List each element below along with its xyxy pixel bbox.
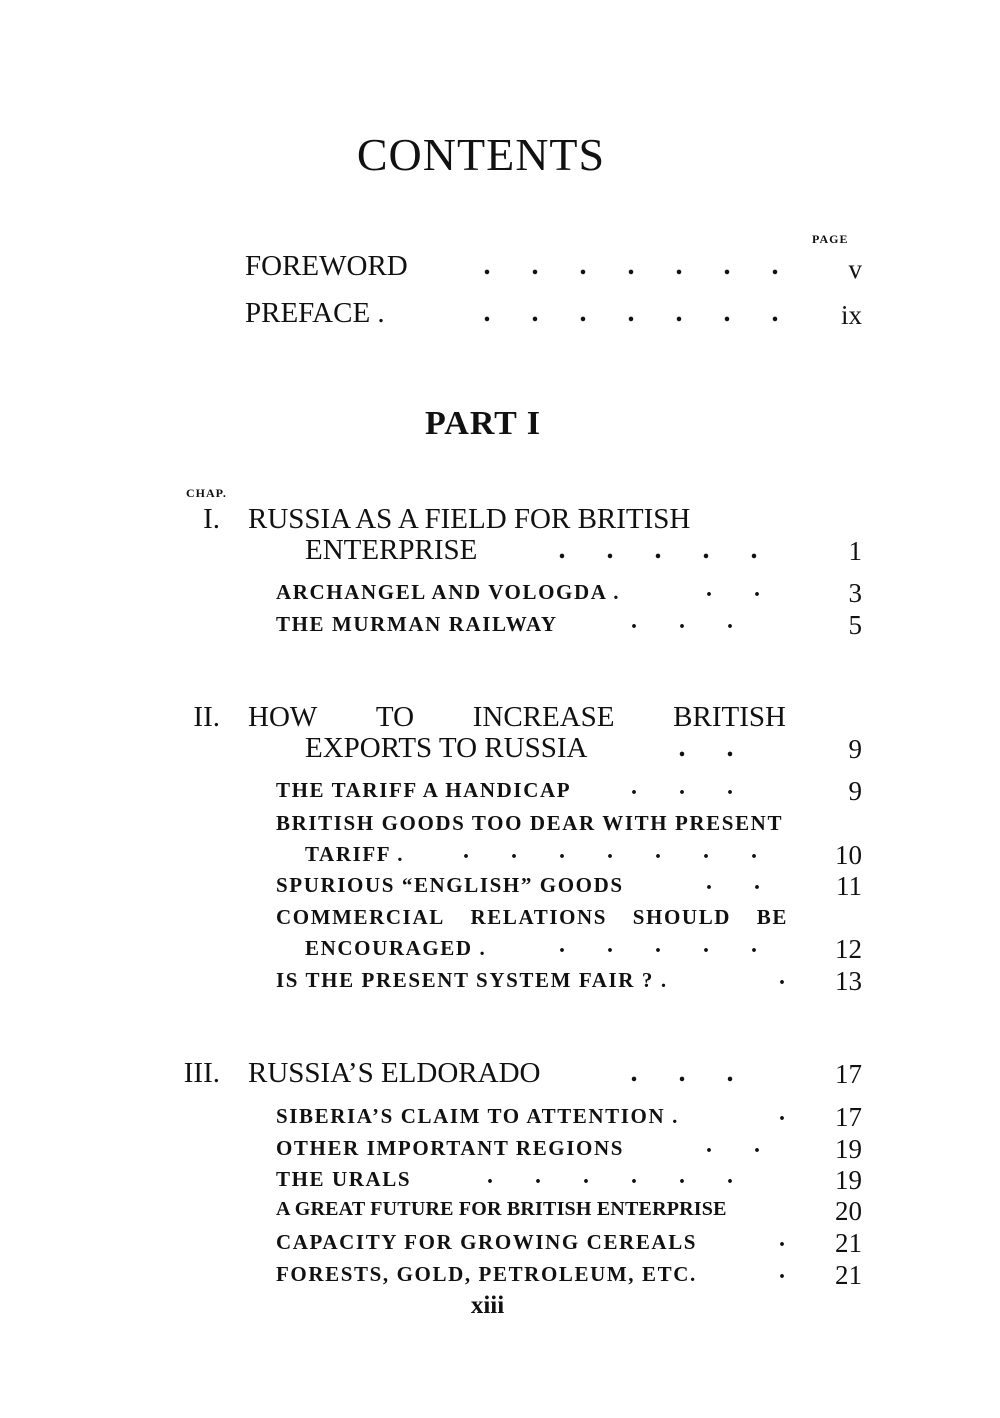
page-title: CONTENTS: [356, 129, 606, 180]
chapter-title: [248, 701, 786, 734]
section-page: 13: [835, 966, 862, 996]
dot-leader: . . .: [631, 608, 733, 634]
dot-leader: . .: [706, 576, 760, 602]
foreword-page: v: [848, 254, 862, 284]
dot-leader: . . . . . . .: [483, 250, 779, 281]
foreword-label: FOREWORD: [245, 250, 408, 282]
section-label: [276, 905, 788, 930]
dot-leader: .: [779, 964, 785, 990]
section-page: 5: [848, 610, 862, 640]
section-label: CAPACITY FOR GROWING CEREALS: [276, 1230, 698, 1254]
dot-leader: . . . . .: [558, 534, 758, 565]
chapter-title-word: HOW: [248, 701, 318, 733]
dot-leader: . . . . .: [559, 932, 757, 958]
chapter-number: I.: [203, 503, 220, 535]
section-page: 21: [835, 1260, 862, 1290]
dot-leader: . . . . . . .: [463, 838, 757, 864]
page-column-header: PAGE: [812, 232, 849, 246]
section-page: 19: [835, 1134, 862, 1164]
section-label: BRITISH GOODS TOO DEAR WITH PRESENT: [276, 811, 784, 835]
chapter-title: RUSSIA AS A FIELD FOR BRITISH: [248, 503, 691, 535]
section-page: 9: [848, 776, 862, 806]
chapter-title-word: BRITISH: [673, 701, 786, 733]
section-page: 10: [835, 840, 862, 870]
dot-leader: . .: [706, 1132, 760, 1158]
dot-leader: . . . . . .: [487, 1163, 733, 1189]
page-folio: xiii: [470, 1292, 505, 1319]
section-label: THE MURMAN RAILWAY: [276, 612, 558, 636]
section-label: ARCHANGEL AND VOLOGDA .: [276, 580, 621, 604]
section-label-word: COMMERCIAL: [276, 905, 445, 929]
preface-page: ix: [840, 300, 862, 330]
section-label: SPURIOUS “ENGLISH” GOODS: [276, 873, 624, 897]
dot-leader: .: [779, 1258, 785, 1284]
chapter-title-continued: EXPORTS TO RUSSIA: [305, 732, 588, 764]
chapter-number: III.: [183, 1057, 220, 1089]
dot-leader: . .: [678, 732, 734, 763]
section-label: OTHER IMPORTANT REGIONS: [276, 1136, 624, 1160]
section-page: 11: [836, 871, 862, 901]
dot-leader: .: [779, 1226, 785, 1252]
preface-label: PREFACE .: [245, 297, 385, 329]
part-title: PART I: [425, 405, 541, 442]
chapter-title: RUSSIA’S ELDORADO: [248, 1057, 541, 1089]
section-label: THE URALS: [276, 1167, 412, 1191]
section-page: 12: [835, 934, 862, 964]
dot-leader: . .: [706, 869, 760, 895]
section-label-word: RELATIONS: [470, 905, 608, 929]
dot-leader: . . .: [631, 774, 733, 800]
chapter-page: 17: [835, 1059, 862, 1089]
chap-column-header: CHAP.: [186, 486, 227, 500]
section-page: 20: [835, 1196, 862, 1226]
section-label-continued: ENCOURAGED .: [305, 936, 487, 960]
section-label: FORESTS, GOLD, PETROLEUM, ETC.: [276, 1262, 697, 1286]
dot-leader: .: [779, 1100, 785, 1126]
section-label: A GREAT FUTURE FOR BRITISH ENTERPRISE: [276, 1198, 727, 1220]
section-label: SIBERIA’S CLAIM TO ATTENTION .: [276, 1104, 679, 1128]
section-label-word: SHOULD: [632, 905, 732, 929]
section-page: 19: [835, 1165, 862, 1195]
chapter-title-continued: ENTERPRISE: [305, 534, 478, 566]
section-page: 17: [835, 1102, 862, 1132]
section-label: IS THE PRESENT SYSTEM FAIR ? .: [276, 968, 668, 992]
section-page: 3: [848, 578, 862, 608]
section-label-continued: TARIFF .: [305, 842, 405, 866]
chapter-number: II.: [193, 701, 220, 733]
chapter-title-word: INCREASE: [472, 701, 615, 733]
section-page: 21: [835, 1228, 862, 1258]
section-label-word: BE: [756, 905, 788, 929]
dot-leader: . . .: [630, 1057, 734, 1088]
dot-leader: . . . . . . .: [483, 297, 779, 328]
chapter-page: 1: [848, 536, 862, 566]
chapter-page: 9: [848, 734, 862, 764]
chapter-title-word: TO: [375, 701, 415, 733]
section-label: THE TARIFF A HANDICAP: [276, 778, 572, 802]
